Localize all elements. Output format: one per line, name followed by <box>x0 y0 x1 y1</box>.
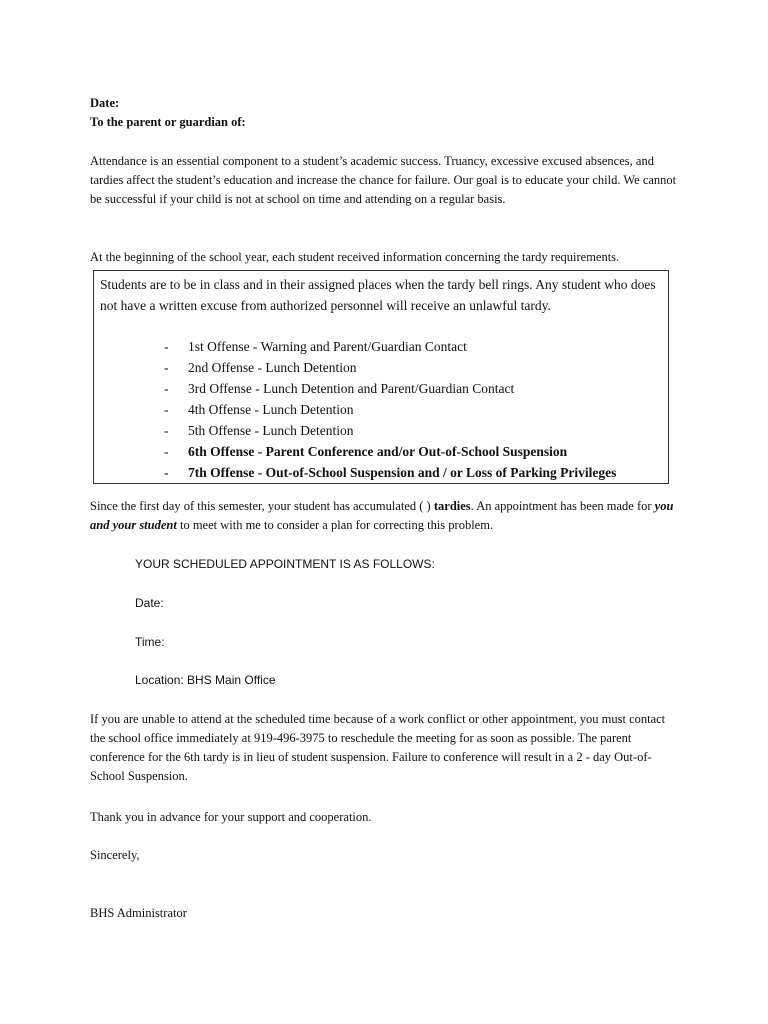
offense-item: - 6th Offense - Parent Conference and/or Out-of-School Suspension <box>164 444 568 459</box>
to-parent-label: To the parent or guardian of: <box>90 115 246 129</box>
accumulated-paragraph: Since the first day of this semester, your student has accumulated ( ) tardies. An appointment has been made for you and your student to meet with me to consider a plan for correcting this problem. <box>90 499 674 532</box>
offense-item: - 5th Offense - Lunch Detention <box>164 423 354 438</box>
offense-item: - 1st Offense - Warning and Parent/Guardian Contact <box>164 339 467 354</box>
offense-item: - 2nd Offense - Lunch Detention <box>164 360 357 375</box>
closing-line: Sincerely, <box>90 848 140 862</box>
appointment-heading: YOUR SCHEDULED APPOINTMENT IS AS FOLLOWS: <box>135 557 435 571</box>
intro-paragraph: Attendance is an essential component to a student’s academic success. Truancy, excessive excused absences, and tardies affect the student’s education and increase the chance for failure. Our goal is to educate your child. We cannot be successful if your child is not at school on time and attending on a regular basis. <box>90 154 677 206</box>
date-label: Date: <box>90 96 120 110</box>
thanks-line: Thank you in advance for your support and cooperation. <box>90 810 372 824</box>
offense-item: - 4th Offense - Lunch Detention <box>164 402 354 417</box>
offense-item: - 7th Offense - Out-of-School Suspension and / or Loss of Parking Privileges <box>164 465 617 480</box>
you-and-your-student: you and your student <box>90 499 674 532</box>
conflict-paragraph: If you are unable to attend at the scheduled time because of a work conflict or other appointment, you must contact the school office immediately at 919-496-3975 to reschedule the meeting for as soon as possible. The parent conference for the 6th tardy is in lieu of student suspension. Failure to conference will result in a 2 - day Out-of-School Suspension. <box>90 712 666 783</box>
signature-line: BHS Administrator <box>90 906 187 920</box>
appointment-location: Location: BHS Main Office <box>135 673 276 687</box>
info-paragraph: At the beginning of the school year, each student received information concerning the tardy requirements. <box>90 250 620 264</box>
appointment-time-label: Time: <box>135 635 165 649</box>
tardy-rules-intro: Students are to be in class and in their assigned places when the tardy bell rings. Any student who does not have a written excuse from authorized personnel will receive an unlawful tardy. <box>100 277 656 313</box>
offense-item: - 3rd Offense - Lunch Detention and Parent/Guardian Contact <box>164 381 515 396</box>
tardies-label: tardies <box>433 499 471 513</box>
tardy-rules-box <box>93 270 669 484</box>
appointment-date-label: Date: <box>135 596 164 610</box>
offense-list <box>94 336 668 483</box>
